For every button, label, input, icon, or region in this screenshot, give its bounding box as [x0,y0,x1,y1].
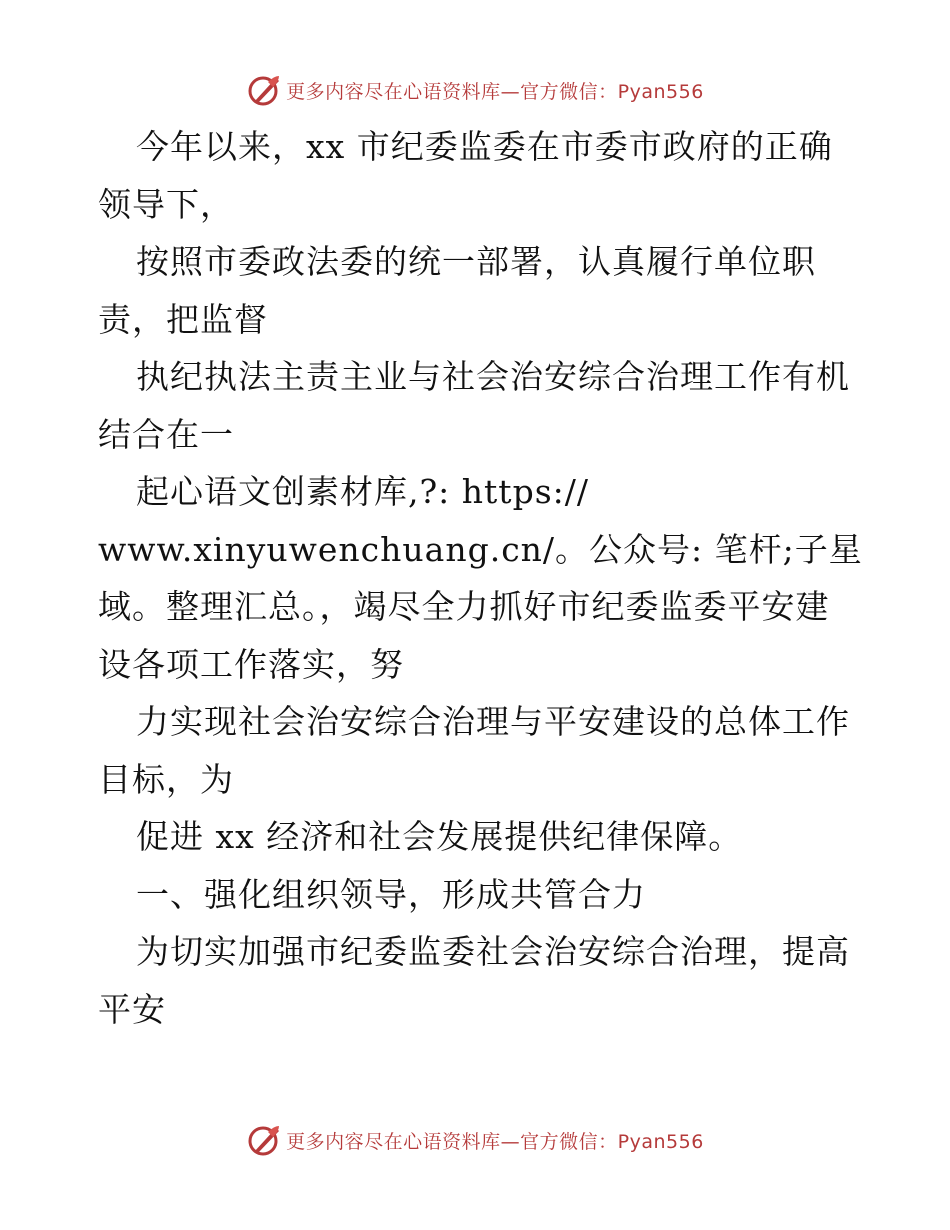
paragraph-line-5: 执纪执法主责主业与社会治安综合治理工作有机 [136,357,850,396]
paragraph-line-2: 领导下， [98,184,234,224]
paragraph-line-6: 结合在一 [98,414,234,454]
header-banner-text: 更多内容尽在心语资料库—官方微信：Pyan556 [286,80,704,103]
paragraph-line-13: 促进 xx 经济和社会发展提供纪律保障。 [136,817,743,856]
section-heading: 一、强化组织领导，形成共管合力 [136,874,646,914]
feather-pen-logo-icon [246,1122,282,1158]
paragraph-line-11: 力实现社会治安综合治理与平安建设的总体工作 [136,702,850,741]
footer-banner-text: 更多内容尽在心语资料库—官方微信：Pyan556 [286,1130,704,1153]
paragraph-line-16: 平安 [98,989,166,1029]
footer-banner [0,1120,950,1160]
paragraph-line-3: 按照市委政法委的统一部署，认真履行单位职 [136,242,816,281]
paragraph-line-8: www.xinyuwenchuang.cn/。公众号: 笔杆;子星 [98,529,863,569]
paragraph-line-4: 责，把监督 [98,299,268,339]
feather-pen-logo-icon [246,72,282,108]
paragraph-line-1: 今年以来，xx 市纪委监委在市委市政府的正确 [136,127,833,166]
paragraph-line-15: 为切实加强市纪委监委社会治安综合治理，提高 [136,932,850,971]
paragraph-line-10: 设各项工作落实，努 [98,644,404,684]
document-body [98,118,863,1038]
paragraph-line-12: 目标，为 [98,759,234,799]
paragraph-line-7: 起心语文创素材库,?: https:// [136,472,589,511]
paragraph-line-9: 域。整理汇总。，竭尽全力抓好市纪委监委平安建 [98,587,830,626]
header-banner [0,70,950,110]
